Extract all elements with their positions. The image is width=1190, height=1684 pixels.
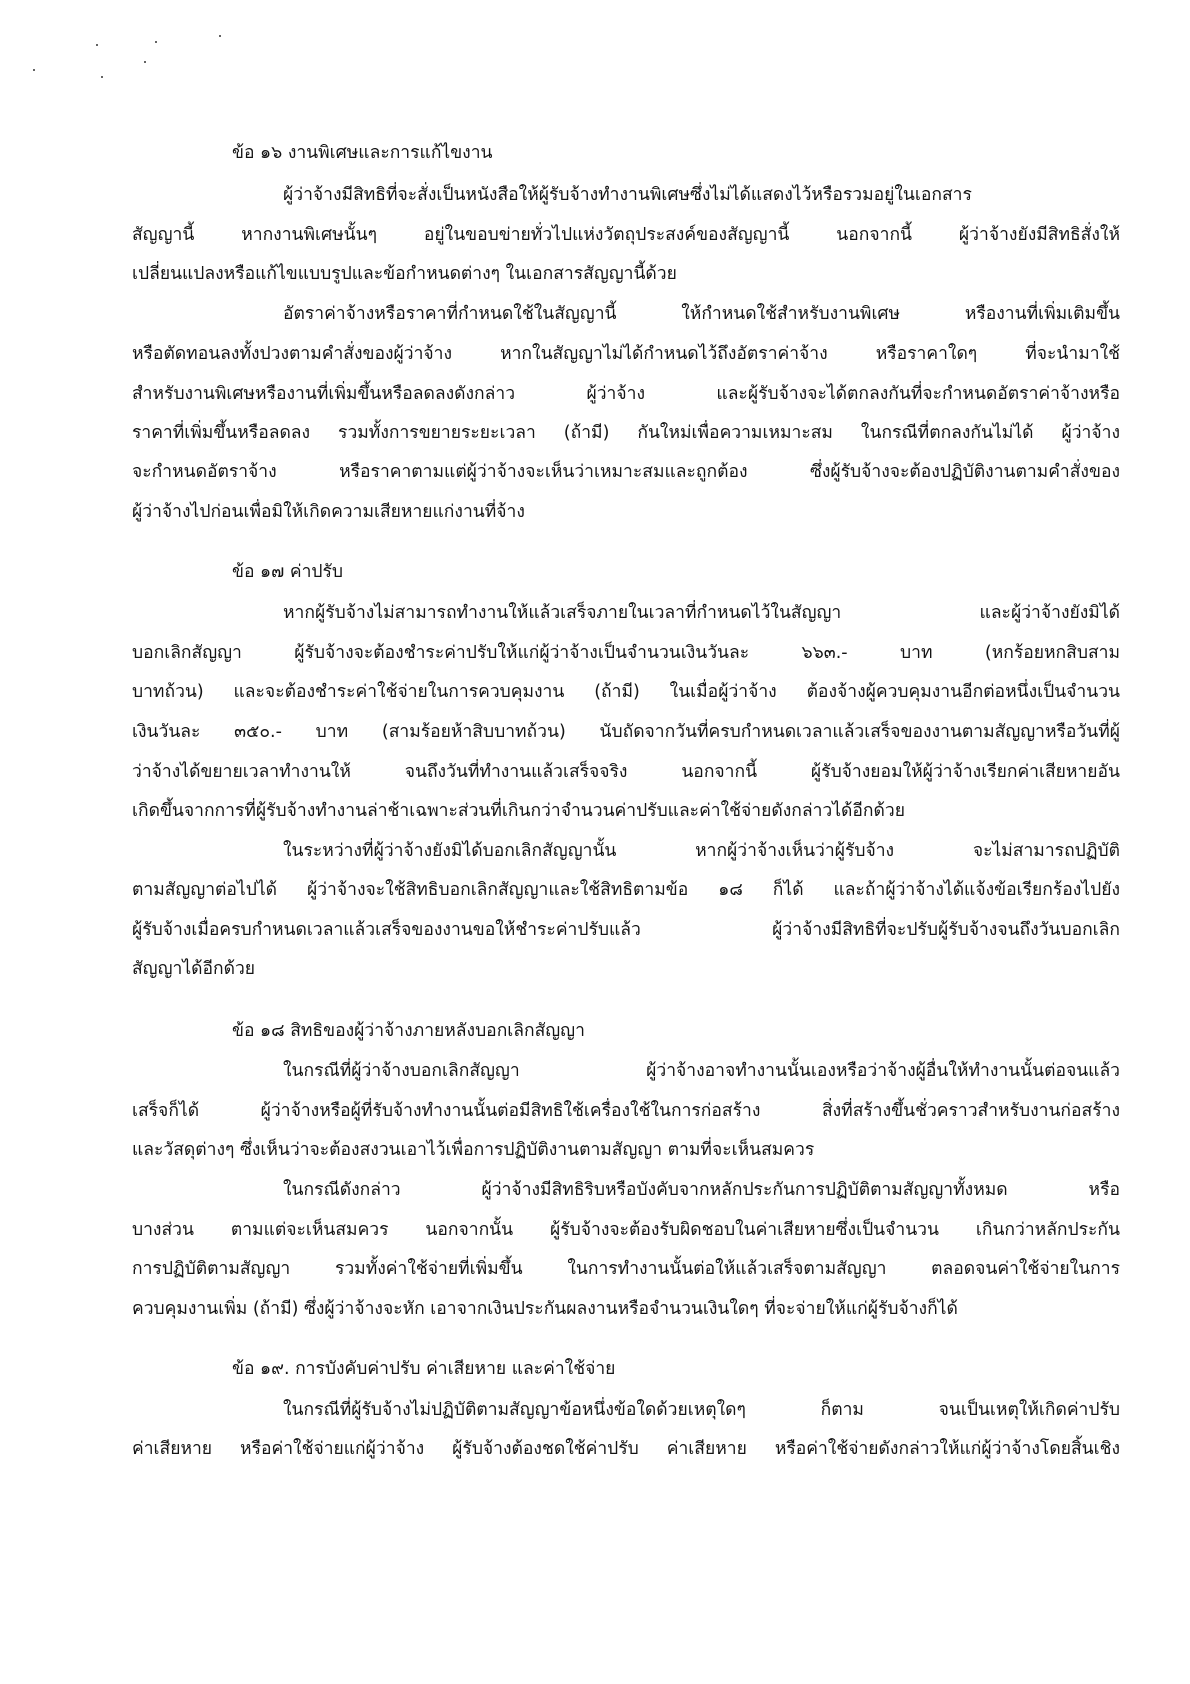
section-18-text-line: เสร็จก็ได้ ผู้ว่าจ้างหรือผู้ที่รับจ้างทำงานนั้นต่อมีสิทธิใช้เครื่องใช้ในการก่อสร้าง สิ่งที่สร้างขึ้นชั่วคราวสำหรับงานก่อสร้าง (132, 1101, 1120, 1121)
section-17-text-line: เงินวันละ ๓๕๐.- บาท (สามร้อยห้าสิบบาทถ้วน) นับถัดจากวันที่ครบกำหนดเวลาแล้วเสร็จของงานตามสัญญาหรือวันที่ผู้ (132, 722, 1120, 742)
section-17-text-line: หากผู้รับจ้างไม่สามารถทำงานให้แล้วเสร็จภายในเวลาที่กำหนดไว้ในสัญญา และผู้ว่าจ้างยังมิได้ (283, 603, 1120, 623)
section-16-text-line: สัญญานี้ หากงานพิเศษนั้นๆ อยู่ในขอบข่ายทั่วไปแห่งวัตถุประสงค์ของสัญญานี้ นอกจากนี้ ผู้ว่าจ้างยังมีสิทธิสั่งให้ (132, 225, 1120, 245)
section-17-text-line: สัญญาได้อีกด้วย (132, 959, 256, 979)
section-17-heading: ข้อ ๑๗ ค่าปรับ (232, 562, 344, 582)
section-19-text-line: ในกรณีที่ผู้รับจ้างไม่ปฏิบัติตามสัญญาข้อหนึ่งข้อใดด้วยเหตุใดๆ ก็ตาม จนเป็นเหตุให้เกิดค่าปรับ (283, 1400, 1120, 1420)
section-16-text-line: จะกำหนดอัตราจ้าง หรือราคาตามแต่ผู้ว่าจ้างจะเห็นว่าเหมาะสมและถูกต้อง ซึ่งผู้รับจ้างจะต้องปฏิบัติงานตามคำสั่งของ (132, 462, 1120, 482)
section-16-text-line: อัตราค่าจ้างหรือราคาที่กำหนดใช้ในสัญญานี้ ให้กำหนดใช้สำหรับงานพิเศษ หรืองานที่เพิ่มเติมขึ้น (283, 304, 1120, 324)
section-16-heading: ข้อ ๑๖ งานพิเศษและการแก้ไขงาน (232, 143, 493, 163)
section-17-text-line: ในระหว่างที่ผู้ว่าจ้างยังมิได้บอกเลิกสัญญานั้น หากผู้ว่าจ้างเห็นว่าผู้รับจ้าง จะไม่สามารถปฏิบัติ (283, 841, 1120, 861)
section-16-text-line: เปลี่ยนแปลงหรือแก้ไขแบบรูปและข้อกำหนดต่างๆ ในเอกสารสัญญานี้ด้วย (132, 264, 677, 284)
scan-speck (33, 69, 35, 71)
section-19-text-line: ค่าเสียหาย หรือค่าใช้จ่ายแก่ผู้ว่าจ้าง ผู้รับจ้างต้องชดใช้ค่าปรับ ค่าเสียหาย หรือค่าใช้จ่ายดังกล่าวให้แก่ผู้ว่าจ้างโดยสิ้นเชิง (132, 1439, 1120, 1459)
section-17-text-line: เกิดขึ้นจากการที่ผู้รับจ้างทำงานล่าช้าเฉพาะส่วนที่เกินกว่าจำนวนค่าปรับและค่าใช้จ่ายดังกล่าวได้อีกด้วย (132, 801, 905, 821)
section-17-text-line: บาทถ้วน) และจะต้องชำระค่าใช้จ่ายในการควบคุมงาน (ถ้ามี) ในเมื่อผู้ว่าจ้าง ต้องจ้างผู้ควบคุมงานอีกต่อหนึ่งเป็นจำนวน (132, 682, 1120, 702)
scan-speck (219, 35, 221, 37)
section-18-text-line: การปฏิบัติตามสัญญา รวมทั้งค่าใช้จ่ายที่เพิ่มขึ้น ในการทำงานนั้นต่อให้แล้วเสร็จตามสัญญา ตลอดจนค่าใช้จ่ายในการ (132, 1259, 1120, 1279)
section-18-text-line: ควบคุมงานเพิ่ม (ถ้ามี) ซึ่งผู้ว่าจ้างจะหัก เอาจากเงินประกันผลงานหรือจำนวนเงินใดๆ ที่จะจ่ายให้แก่ผู้รับจ้างก็ได้ (132, 1299, 958, 1319)
scan-speck (155, 41, 157, 43)
section-17-text-line: บอกเลิกสัญญา ผู้รับจ้างจะต้องชำระค่าปรับให้แก่ผู้ว่าจ้างเป็นจำนวนเงินวันละ ๖๖๓.- บาท (หกร้อยหกสิบสาม (132, 643, 1120, 663)
section-16-text-line: ผู้ว่าจ้างไปก่อนเพื่อมิให้เกิดความเสียหายแก่งานที่จ้าง (132, 502, 525, 522)
section-16-text-line: ผู้ว่าจ้างมีสิทธิที่จะสั่งเป็นหนังสือให้ผู้รับจ้างทำงานพิเศษซึ่งไม่ได้แสดงไว้หรือรวมอยู่ในเอกสาร (283, 185, 972, 205)
section-19-heading: ข้อ ๑๙. การบังคับค่าปรับ ค่าเสียหาย และค่าใช้จ่าย (232, 1359, 616, 1379)
section-16-text-line: หรือตัดทอนลงทั้งปวงตามคำสั่งของผู้ว่าจ้าง หากในสัญญาไม่ได้กำหนดไว้ถึงอัตราค่าจ้าง หรือราคาใดๆ ที่จะนำมาใช้ (132, 344, 1120, 364)
scan-speck (96, 44, 98, 46)
section-18-text-line: ในกรณีที่ผู้ว่าจ้างบอกเลิกสัญญา ผู้ว่าจ้างอาจทำงานนั้นเองหรือว่าจ้างผู้อื่นให้ทำงานนั้นต่อจนแล้ว (283, 1061, 1120, 1081)
section-17-text-line: ผู้รับจ้างเมื่อครบกำหนดเวลาแล้วเสร็จของงานขอให้ชำระค่าปรับแล้ว ผู้ว่าจ้างมีสิทธิที่จะปรับผู้รับจ้างจนถึงวันบอกเลิก (132, 920, 1120, 940)
section-18-heading: ข้อ ๑๘ สิทธิของผู้ว่าจ้างภายหลังบอกเลิกสัญญา (232, 1021, 585, 1041)
section-17-text-line: ว่าจ้างได้ขยายเวลาทำงานให้ จนถึงวันที่ทำงานแล้วเสร็จจริง นอกจากนี้ ผู้รับจ้างยอมให้ผู้ว่าจ้างเรียกค่าเสียหายอัน (132, 762, 1120, 782)
section-16-text-line: ราคาที่เพิ่มขึ้นหรือลดลง รวมทั้งการขยายระยะเวลา (ถ้ามี) กันใหม่เพื่อความเหมาะสม ในกรณีที่ตกลงกันไม่ได้ ผู้ว่าจ้าง (132, 423, 1120, 443)
section-17-text-line: ตามสัญญาต่อไปได้ ผู้ว่าจ้างจะใช้สิทธิบอกเลิกสัญญาและใช้สิทธิตามข้อ ๑๘ ก็ได้ และถ้าผู้ว่าจ้างได้แจ้งข้อเรียกร้องไปยัง (132, 880, 1120, 900)
section-18-text-line: บางส่วน ตามแต่จะเห็นสมควร นอกจากนั้น ผู้รับจ้างจะต้องรับผิดชอบในค่าเสียหายซึ่งเป็นจำนวน เกินกว่าหลักประกัน (132, 1220, 1120, 1240)
section-16-text-line: สำหรับงานพิเศษหรืองานที่เพิ่มขึ้นหรือลดลงดังกล่าว ผู้ว่าจ้าง และผู้รับจ้างจะได้ตกลงกันที่จะกำหนดอัตราค่าจ้างหรือ (132, 384, 1120, 404)
section-18-text-line: และวัสดุต่างๆ ซึ่งเห็นว่าจะต้องสงวนเอาไว้เพื่อการปฏิบัติงานตามสัญญา ตามที่จะเห็นสมควร (132, 1140, 815, 1160)
section-18-text-line: ในกรณีดังกล่าว ผู้ว่าจ้างมีสิทธิริบหรือบังคับจากหลักประกันการปฏิบัติตามสัญญาทั้งหมด หรือ (283, 1180, 1120, 1200)
scan-speck (144, 61, 146, 63)
scan-speck (101, 76, 103, 78)
